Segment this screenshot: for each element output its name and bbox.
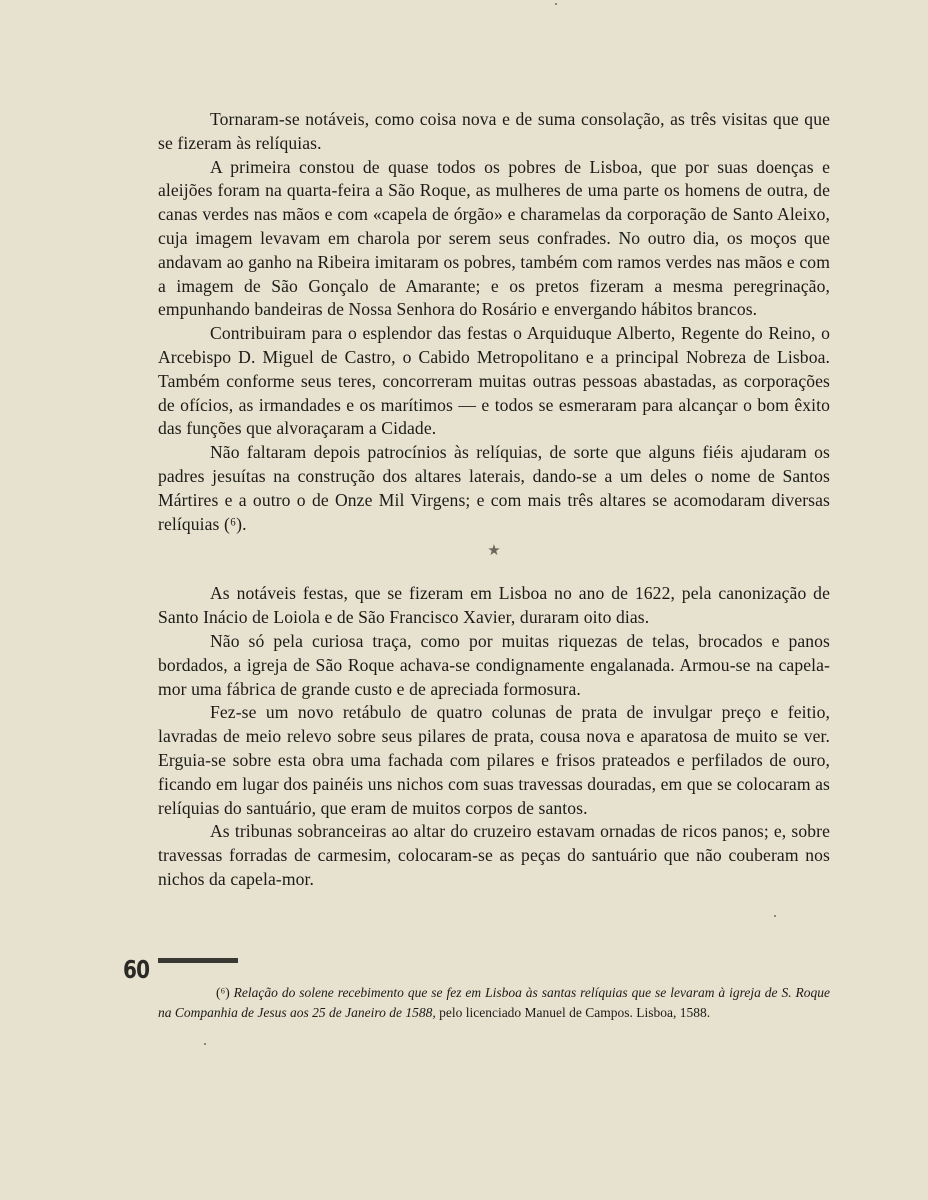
paragraph: A primeira constou de quase todos os pobres de Lisboa, que por suas doenças e aleijões foram na quarta-feira a São Roque, as mulheres de uma parte os homens de outra, de canas verdes nas mãos e com «capela de órgão» e charamelas da corporação de Santo Aleixo, cuja imagem levavam em charola por serem seus confrades. No outro dia, os moços que andavam ao ganho na Ribeira imitaram os pobres, também com ramos verdes nas mãos e com a imagem de São Gonçalo de Amarante; e os pretos fizeram a mesma peregrinação, empunhando bandeiras de Nossa Senhora do Rosário e envergando hábitos brancos. <box>158 156 830 320</box>
main-text <box>158 108 830 892</box>
page-number: 60 <box>123 955 150 984</box>
print-speck <box>774 915 776 917</box>
paragraph: As notáveis festas, que se fizeram em Lisboa no ano de 1622, pela canonização de Santo Inácio de Loiola e de São Francisco Xavier, duraram oito dias. <box>158 583 830 628</box>
paragraph: Não só pela curiosa traça, como por muitas riquezas de telas, brocados e panos bordados, a igreja de São Roque achava-se condignamente engalanada. Armou-se na capela-mor uma fábrica de grande custo e de apreciada formosura. <box>158 630 830 699</box>
footnote-title: Relação do solene recebimento que se fez em Lisboa às santas relíquias que se levaram à igreja de S. Roque na Companhia de Jesus aos 25 de Janeiro de 1588, <box>158 985 831 1020</box>
footnote-rest: pelo licenciado Manuel de Campos. Lisboa, 1588. <box>435 1005 711 1020</box>
paragraph: As tribunas sobranceiras ao altar do cruzeiro estavam ornadas de ricos panos; e, sobre travessas forradas de carmesim, colocaram-se as peças do santuário que não couberam nos nichos da capela-mor. <box>158 821 830 889</box>
print-speck <box>555 3 557 5</box>
footnote-marker: (⁶) <box>216 985 230 1000</box>
footnote-divider <box>158 958 238 963</box>
section-separator-star: ★ <box>487 543 501 560</box>
paragraph: Contribuiram para o esplendor das festas o Arquiduque Alberto, Regente do Reino, o Arcebispo D. Miguel de Castro, o Cabido Metropolitano e a principal Nobreza de Lisboa. Também conforme seus teres, concorreram muitas outras pessoas abastadas, as corporações de ofícios, as irmandades e os marítimos — e todos se esmeraram para alcançar o bom êxito das funções que alvoraçaram a Cidade. <box>158 323 830 439</box>
footnote <box>158 983 830 1023</box>
print-speck <box>204 1043 206 1045</box>
paragraph: Fez-se um novo retábulo de quatro colunas de prata de invulgar preço e feitio, lavradas de meio relevo sobre seus pilares de prata, cousa nova e aparatosa de muito se ver. Erguia-se sobre esta obra uma fachada com pilares e frisos prateados e perfilados de ouro, ficando em lugar dos painéis uns nichos com suas travessas douradas, em que se colocaram as relíquias do santuário, que eram de muitos corpos de santos. <box>158 702 830 818</box>
paragraph: Não faltaram depois patrocínios às relíquias, de sorte que alguns fiéis ajudaram os padres jesuítas na construção dos altares laterais, dando-se a um deles o nome de Santos Mártires e a outro o de Onze Mil Virgens; e com mais três altares se acomodaram diversas relíquias (⁶). <box>158 442 830 534</box>
paragraph: Tornaram-se notáveis, como coisa nova e de suma consolação, as três visitas que que se fizeram às relíquias. <box>158 109 830 153</box>
